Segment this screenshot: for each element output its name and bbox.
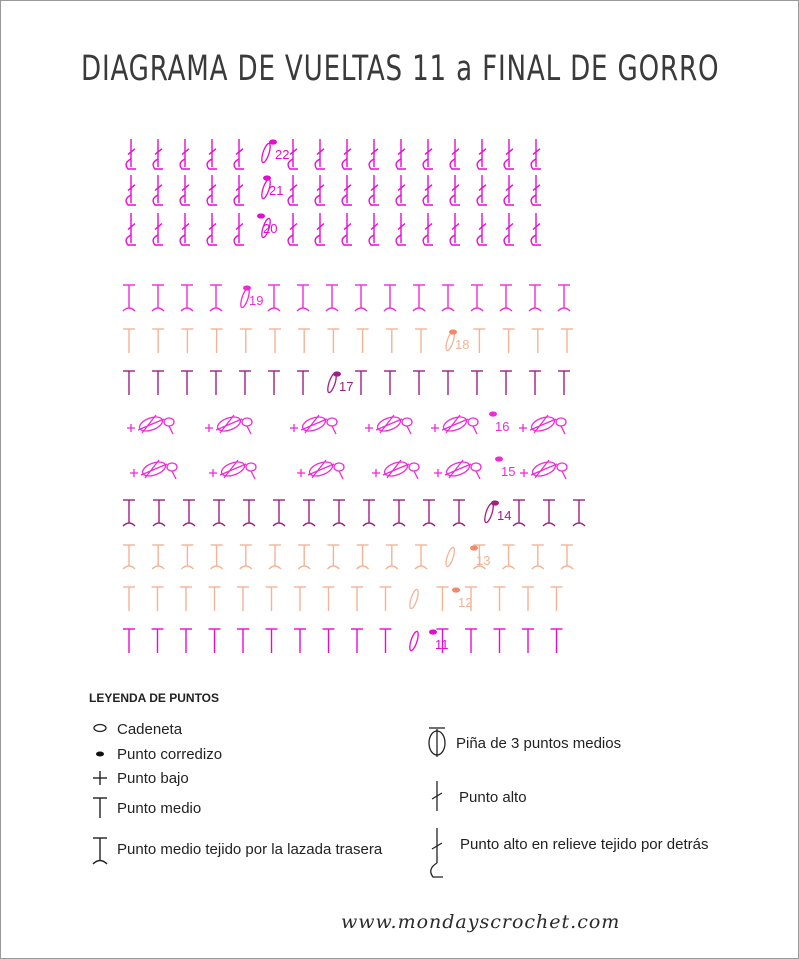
punto-medio-stitch <box>268 371 280 395</box>
punto-alto-relieve-stitch <box>450 213 460 245</box>
punto-medio-stitch <box>123 329 135 353</box>
punto-bajo-icon <box>93 771 107 785</box>
start-dot <box>257 213 265 218</box>
punto-alto-icon <box>432 781 442 811</box>
punto-medio-lazada-trasera-stitch <box>532 545 544 569</box>
punto-medio-lazada-trasera-stitch <box>303 500 315 526</box>
punto-medio-lazada-trasera-stitch <box>152 285 164 311</box>
start-dot <box>452 587 460 592</box>
punto-alto-relieve-stitch <box>288 213 298 245</box>
punto-medio-stitch <box>123 371 135 395</box>
punto-medio-stitch <box>209 587 221 611</box>
punto-medio-stitch <box>211 329 223 353</box>
row-15 <box>130 456 567 479</box>
punto-medio-lazada-trasera-stitch <box>558 285 570 311</box>
start-dot <box>491 500 499 505</box>
row-number: 17 <box>339 379 354 394</box>
punto-alto-relieve-stitch <box>234 213 244 245</box>
punto-medio-stitch <box>386 329 398 353</box>
punto-medio-stitch <box>266 629 278 653</box>
legend-label-punto-alto-relieve: Punto alto en relieve tejido por detrás <box>460 836 709 853</box>
stitch-diagram <box>1 1 798 958</box>
punto-medio-lazada-trasera-stitch <box>561 545 573 569</box>
row-number: 14 <box>497 508 512 523</box>
punto-alto-relieve-stitch <box>180 139 190 169</box>
punto-alto-relieve-stitch <box>531 139 541 169</box>
punto-medio-stitch <box>239 371 251 395</box>
punto-medio-stitch <box>380 587 392 611</box>
punto-alto-relieve-stitch <box>342 139 352 169</box>
punto-alto-relieve-stitch <box>396 175 406 205</box>
row-16 <box>127 411 566 434</box>
pina-stitch <box>205 414 252 434</box>
punto-medio-lazada-trasera-stitch <box>573 500 585 526</box>
punto-alto-relieve-stitch <box>288 175 298 205</box>
punto-alto-relieve-stitch <box>477 175 487 205</box>
slip-loop <box>260 143 272 164</box>
pina-stitch <box>209 459 256 479</box>
punto-medio-stitch <box>298 329 310 353</box>
pina-stitch <box>520 459 567 479</box>
punto-medio-lazada-trasera-stitch <box>442 285 454 311</box>
pina-stitch <box>127 414 174 434</box>
punto-medio-lazada-trasera-stitch <box>211 545 223 569</box>
legend-label-punto-medio-lazada: Punto medio tejido por la lazada trasera <box>117 841 383 858</box>
row-number: 22 <box>275 147 290 162</box>
legend-label-punto-corredizo: Punto corredizo <box>117 746 223 763</box>
punto-medio-lazada-trasera-stitch <box>503 545 515 569</box>
punto-alto-relieve-stitch <box>153 213 163 245</box>
punto-medio-stitch <box>323 629 335 653</box>
legend <box>89 691 709 877</box>
legend-label-punto-bajo: Punto bajo <box>117 770 189 787</box>
row-17 <box>123 371 570 395</box>
pina-stitch <box>365 414 412 434</box>
punto-medio-lazada-trasera-stitch <box>210 285 222 311</box>
punto-alto-relieve-stitch <box>531 213 541 245</box>
legend-label-cadeneta: Cadeneta <box>117 721 183 738</box>
punto-medio-lazada-trasera-stitch <box>393 500 405 526</box>
start-dot <box>449 329 457 334</box>
punto-alto-relieve-stitch <box>207 175 217 205</box>
start-dot <box>269 139 277 144</box>
cadeneta-icon <box>94 725 106 732</box>
punto-medio-stitch <box>181 329 193 353</box>
punto-medio-lazada-trasera-stitch <box>363 500 375 526</box>
punto-medio-lazada-trasera-stitch <box>123 285 135 311</box>
punto-medio-stitch <box>351 587 363 611</box>
pina-stitch <box>297 459 344 479</box>
punto-alto-relieve-stitch <box>342 213 352 245</box>
punto-alto-relieve-stitch <box>423 175 433 205</box>
punto-corredizo-icon <box>96 752 104 757</box>
row-14 <box>123 500 585 526</box>
row-21 <box>126 175 541 205</box>
legend-label-punto-medio: Punto medio <box>117 800 202 817</box>
pina-stitch <box>434 459 481 479</box>
start-dot <box>489 411 497 416</box>
punto-medio-lazada-trasera-stitch <box>240 545 252 569</box>
punto-alto-relieve-icon <box>431 828 443 877</box>
row-19 <box>123 285 570 311</box>
punto-alto-relieve-stitch <box>180 213 190 245</box>
slip-loop <box>408 589 420 610</box>
punto-medio-stitch <box>294 587 306 611</box>
row-number: 19 <box>249 293 264 308</box>
punto-alto-relieve-stitch <box>369 139 379 169</box>
punto-medio-lazada-trasera-stitch <box>543 500 555 526</box>
punto-alto-relieve-stitch <box>288 139 298 169</box>
punto-medio-lazada-trasera-stitch <box>153 500 165 526</box>
diagram-rows <box>123 139 585 653</box>
start-dot <box>243 285 251 290</box>
punto-medio-stitch <box>181 371 193 395</box>
punto-medio-stitch <box>561 329 573 353</box>
pina-stitch <box>372 459 419 479</box>
punto-medio-lazada-trasera-stitch <box>123 545 135 569</box>
punto-medio-stitch <box>323 587 335 611</box>
punto-medio-lazada-trasera-stitch <box>183 500 195 526</box>
row-13 <box>123 545 573 569</box>
pina-stitch <box>519 414 566 434</box>
punto-medio-stitch <box>152 371 164 395</box>
slip-loop <box>483 503 495 524</box>
punto-medio-lazada-trasera-stitch <box>327 545 339 569</box>
punto-medio-stitch <box>351 629 363 653</box>
punto-medio-stitch <box>415 329 427 353</box>
punto-alto-relieve-stitch <box>450 139 460 169</box>
punto-medio-stitch <box>123 629 135 653</box>
row-number: 13 <box>476 553 491 568</box>
punto-medio-stitch <box>240 329 252 353</box>
punto-medio-lazada-trasera-stitch <box>357 545 369 569</box>
punto-alto-relieve-stitch <box>504 213 514 245</box>
punto-medio-stitch <box>152 629 164 653</box>
pina-stitch <box>130 459 177 479</box>
punto-alto-relieve-stitch <box>126 213 136 245</box>
punto-alto-relieve-stitch <box>504 139 514 169</box>
punto-medio-icon <box>93 798 107 818</box>
punto-medio-stitch <box>269 329 281 353</box>
punto-medio-lazada-trasera-stitch <box>500 285 512 311</box>
punto-medio-lazada-trasera-stitch <box>123 500 135 526</box>
punto-medio-lazada-trasera-stitch <box>181 285 193 311</box>
punto-medio-stitch <box>529 371 541 395</box>
punto-medio-lazada-trasera-stitch <box>152 545 164 569</box>
start-dot <box>470 545 478 550</box>
punto-medio-stitch <box>522 587 534 611</box>
punto-alto-relieve-stitch <box>342 175 352 205</box>
row-number: 11 <box>435 637 449 652</box>
punto-alto-relieve-stitch <box>126 175 136 205</box>
punto-alto-relieve-stitch <box>315 175 325 205</box>
punto-medio-stitch <box>297 371 309 395</box>
pina-stitch <box>290 414 337 434</box>
row-12 <box>123 587 563 611</box>
punto-alto-relieve-stitch <box>234 175 244 205</box>
row-number: 20 <box>263 221 278 236</box>
punto-medio-lazada-trasera-stitch <box>243 500 255 526</box>
legend-title: LEYENDA DE PUNTOS <box>89 691 220 705</box>
punto-medio-stitch <box>294 629 306 653</box>
punto-alto-relieve-stitch <box>396 139 406 169</box>
punto-medio-lazada-trasera-stitch <box>297 285 309 311</box>
punto-alto-relieve-stitch <box>207 213 217 245</box>
punto-alto-relieve-stitch <box>477 139 487 169</box>
row-22 <box>126 139 541 169</box>
punto-medio-lazada-trasera-stitch <box>529 285 541 311</box>
slip-loop <box>408 631 420 652</box>
pina-stitch <box>431 414 478 434</box>
punto-alto-relieve-stitch <box>396 213 406 245</box>
row-number: 18 <box>455 337 470 352</box>
start-dot <box>429 629 437 634</box>
punto-medio-lazada-trasera-stitch <box>326 285 338 311</box>
punto-medio-lazada-trasera-stitch <box>269 545 281 569</box>
punto-alto-relieve-stitch <box>504 175 514 205</box>
punto-medio-stitch <box>384 371 396 395</box>
start-dot <box>263 175 271 180</box>
punto-medio-lazada-trasera-stitch <box>415 545 427 569</box>
punto-medio-stitch <box>210 371 222 395</box>
punto-alto-relieve-stitch <box>207 139 217 169</box>
punto-alto-relieve-stitch <box>531 175 541 205</box>
punto-medio-lazada-trasera-stitch <box>273 500 285 526</box>
punto-medio-stitch <box>471 371 483 395</box>
punto-medio-stitch <box>494 629 506 653</box>
punto-medio-stitch <box>180 587 192 611</box>
punto-medio-lazada-trasera-stitch <box>384 285 396 311</box>
row-11 <box>123 629 563 653</box>
punto-alto-relieve-stitch <box>450 175 460 205</box>
punto-medio-lazada-trasera-stitch <box>181 545 193 569</box>
punto-medio-stitch <box>522 629 534 653</box>
punto-medio-lazada-trasera-stitch <box>423 500 435 526</box>
punto-medio-stitch <box>551 629 563 653</box>
punto-medio-stitch <box>558 371 570 395</box>
start-dot <box>495 456 503 461</box>
punto-medio-stitch <box>380 629 392 653</box>
punto-medio-lazada-trasera-stitch <box>355 285 367 311</box>
punto-medio-stitch <box>442 371 454 395</box>
punto-medio-lazada-trasera-stitch <box>386 545 398 569</box>
punto-alto-relieve-stitch <box>126 139 136 169</box>
punto-medio-stitch <box>551 587 563 611</box>
slip-loop <box>444 547 456 568</box>
footer-url: www.mondayscrochet.com <box>341 911 621 933</box>
punto-medio-stitch <box>357 329 369 353</box>
punto-medio-stitch <box>413 371 425 395</box>
punto-medio-stitch <box>209 629 221 653</box>
start-dot <box>333 371 341 376</box>
punto-medio-lazada-trasera-stitch <box>298 545 310 569</box>
punto-medio-stitch <box>465 629 477 653</box>
punto-medio-stitch <box>532 329 544 353</box>
pina-icon <box>429 728 445 757</box>
punto-medio-lazada-trasera-icon <box>93 838 107 864</box>
row-number: 12 <box>458 595 473 610</box>
punto-alto-relieve-stitch <box>369 175 379 205</box>
punto-medio-stitch <box>503 329 515 353</box>
row-number: 21 <box>269 183 284 198</box>
punto-medio-stitch <box>494 587 506 611</box>
punto-alto-relieve-stitch <box>315 139 325 169</box>
punto-medio-stitch <box>180 629 192 653</box>
punto-medio-lazada-trasera-stitch <box>213 500 225 526</box>
punto-alto-relieve-stitch <box>423 213 433 245</box>
punto-alto-relieve-stitch <box>477 213 487 245</box>
punto-medio-lazada-trasera-stitch <box>453 500 465 526</box>
punto-medio-stitch <box>123 587 135 611</box>
punto-alto-relieve-stitch <box>234 139 244 169</box>
row-18 <box>123 329 573 353</box>
punto-medio-lazada-trasera-stitch <box>268 285 280 311</box>
punto-medio-stitch <box>152 329 164 353</box>
row-number: 15 <box>501 464 516 479</box>
row-20 <box>126 213 541 245</box>
punto-medio-stitch <box>152 587 164 611</box>
punto-alto-relieve-stitch <box>180 175 190 205</box>
legend-label-pina: Piña de 3 puntos medios <box>456 735 622 752</box>
punto-medio-stitch <box>437 587 449 611</box>
row-number: 16 <box>495 419 510 434</box>
punto-alto-relieve-stitch <box>153 175 163 205</box>
punto-medio-stitch <box>266 587 278 611</box>
punto-alto-relieve-stitch <box>423 139 433 169</box>
punto-medio-lazada-trasera-stitch <box>413 285 425 311</box>
punto-medio-lazada-trasera-stitch <box>333 500 345 526</box>
punto-medio-stitch <box>237 587 249 611</box>
punto-medio-lazada-trasera-stitch <box>513 500 525 526</box>
punto-medio-lazada-trasera-stitch <box>471 285 483 311</box>
punto-medio-stitch <box>237 629 249 653</box>
punto-medio-stitch <box>355 371 367 395</box>
punto-alto-relieve-stitch <box>153 139 163 169</box>
legend-label-punto-alto: Punto alto <box>459 789 527 806</box>
punto-alto-relieve-stitch <box>315 213 325 245</box>
punto-medio-stitch <box>473 329 485 353</box>
punto-medio-stitch <box>500 371 512 395</box>
punto-alto-relieve-stitch <box>369 213 379 245</box>
punto-medio-stitch <box>327 329 339 353</box>
page-title: DIAGRAMA DE VUELTAS 11 a FINAL DE GORRO <box>81 49 720 89</box>
